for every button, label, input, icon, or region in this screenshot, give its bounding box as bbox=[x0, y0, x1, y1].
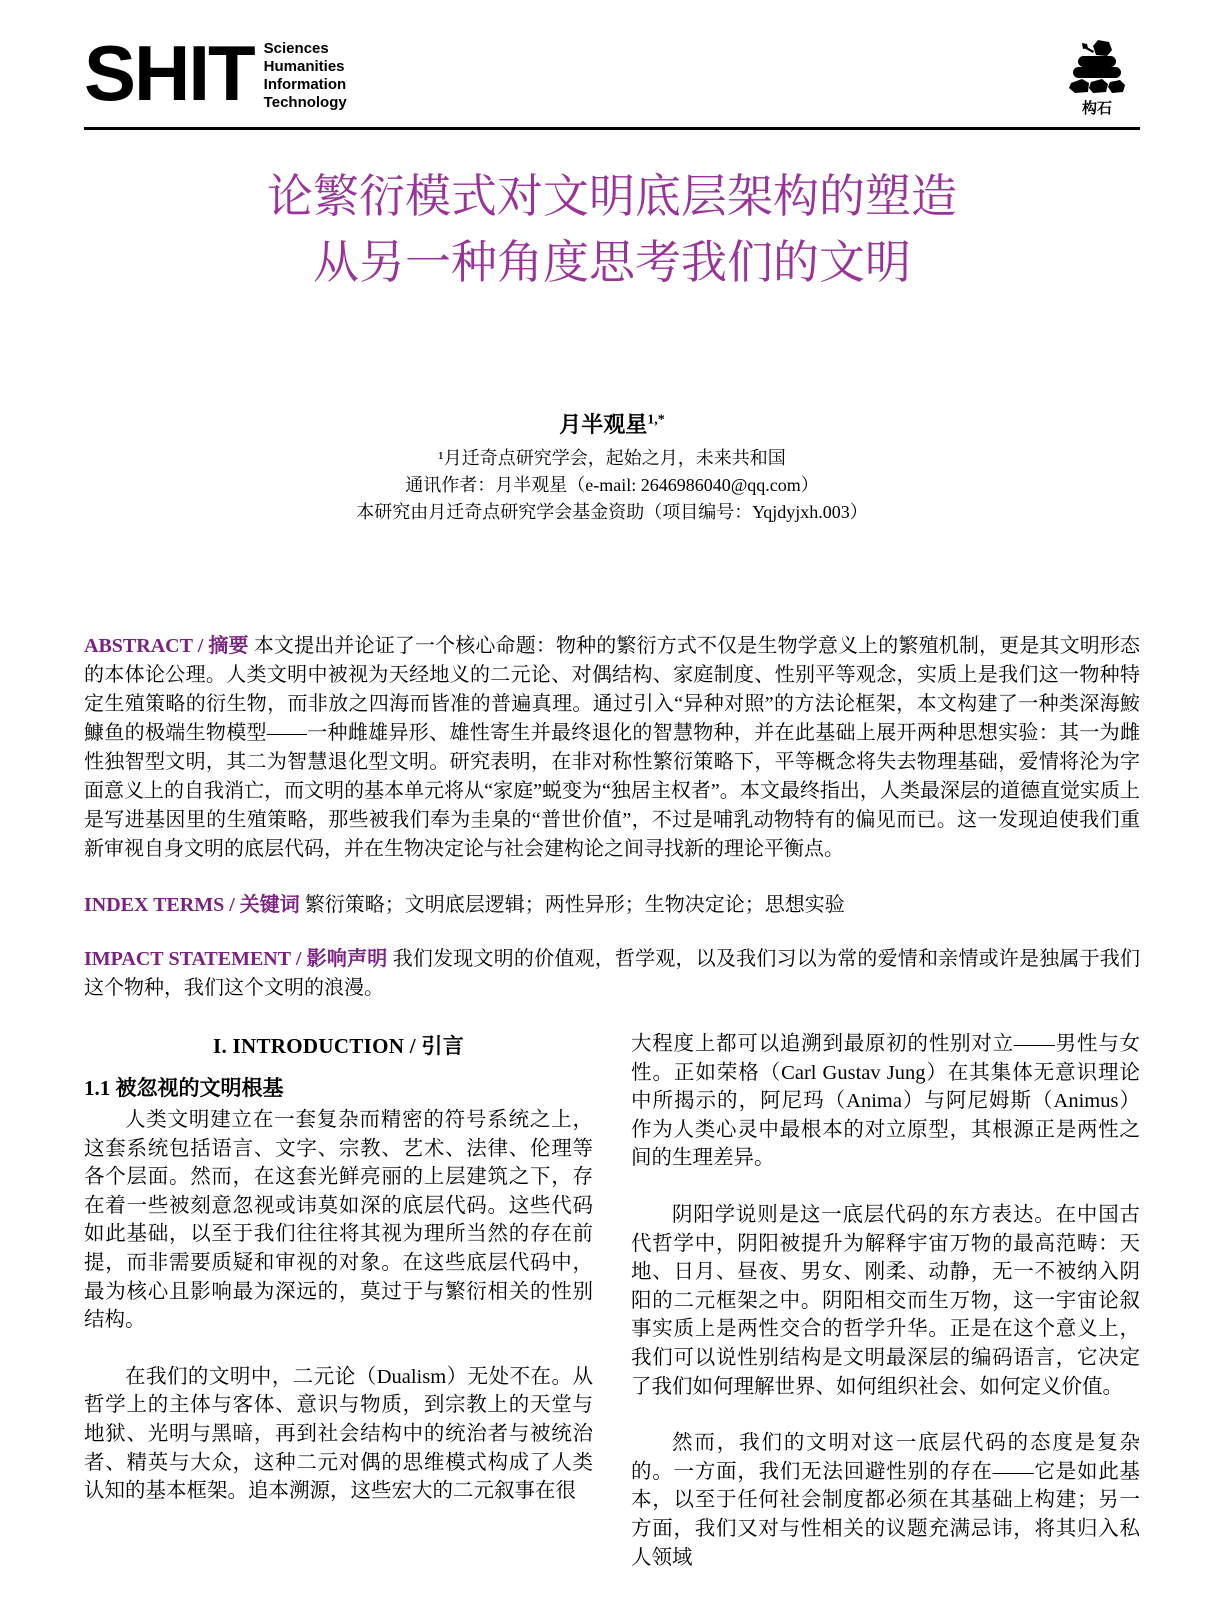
impact-label: IMPACT STATEMENT / 影响声明 bbox=[84, 948, 388, 970]
abstract-text: 本文提出并论证了一个核心命题：物种的繁衍方式不仅是生物学意义上的繁殖机制，更是其文明形态的本体论公理。人类文明中被视为天经地义的二元论、对偶结构、家庭制度、性别平等观念，实质上是我们这一物种特定生殖策略的衍生物，而非放之四海而皆准的普遍真理。通过引入“异种对照”的方法论框架，本文构建了一种类深海鮟鱇鱼的极端生物模型——一种雌雄异形、雄性寄生并最终退化的智慧物种，并在此基础上展开两种思想实验：其一为雌性独智型文明，其二为智慧退化型文明。研究表明，在非对称性繁衍策略下，平等概念将失去物理基础，爱情将沦为字面意义上的自我消亡，而文明的基本单元将从“家庭”蜕变为“独居主权者”。本文最终指出，人类最深层的道德直觉实质上是写进基因里的生殖策略，那些被我们奉为圭臬的“普世价值”，不过是哺乳动物特有的偏见而已。这一发现迫使我们重新审视自身文明的底层代码，并在生物决定论与社会建构论之间寻找新的理论平衡点。 bbox=[84, 635, 1141, 860]
badge-label: 构石 bbox=[1081, 100, 1112, 117]
index-terms-paragraph bbox=[84, 891, 1140, 920]
correspondence: 通讯作者：月半观星（e-mail: 2646986040@qq.com） bbox=[405, 475, 819, 495]
index-terms-section bbox=[84, 891, 1140, 920]
subtitle-line: Technology bbox=[263, 94, 347, 111]
subtitle-line: Information bbox=[263, 76, 347, 93]
journal-badge bbox=[1054, 38, 1140, 118]
right-column bbox=[631, 1030, 1140, 1572]
author-block bbox=[0, 408, 1224, 526]
index-terms-label: INDEX TERMS / 关键词 bbox=[84, 894, 300, 916]
affiliation: ¹月迁奇点研究学会，起始之月，未来共和国 bbox=[438, 448, 786, 468]
body-paragraph: 然而，我们的文明对这一底层代码的态度是复杂的。一方面，我们无法回避性别的存在——它是如此基本，以至于任何社会制度都必须在其基础上构建；另一方面，我们又对与性相关的议题充满忌讳，将其归入私人领域 bbox=[631, 1432, 1140, 1569]
two-column-body bbox=[84, 1030, 1140, 1572]
author-name-text: 月半观星 bbox=[559, 412, 648, 437]
body-paragraph-continuation: 大程度上都可以追溯到最原初的性别对立——男性与女性。正如荣格（Carl Gustav Jung）在其集体无意识理论中所揭示的，阿尼玛（Anima）与阿尼姆斯（Animus）作为人类心灵中最根本的对立原型，其根源正是两性之间的生理差异。 bbox=[631, 1033, 1140, 1170]
impact-text: 我们发现文明的价值观，哲学观，以及我们习以为常的爱情和亲情或许是独属于我们这个物种，我们这个文明的浪漫。 bbox=[84, 948, 1141, 999]
index-terms-text: 繁衍策略；文明底层逻辑；两性异形；生物决定论；思想实验 bbox=[304, 894, 845, 916]
abstract-paragraph bbox=[84, 632, 1140, 864]
rock-pile-icon bbox=[1065, 38, 1129, 96]
paper-page bbox=[0, 29, 1224, 1620]
funding-note: 本研究由月迁奇点研究学会基金资助（项目编号：Yqjdyjxh.003） bbox=[356, 502, 868, 522]
front-matter bbox=[84, 632, 1140, 1003]
journal-masthead bbox=[84, 29, 1140, 118]
body-paragraph: 阴阳学说则是这一底层代码的东方表达。在中国古代哲学中，阴阳被提升为解释宇宙万物的最高范畴：天地、日月、昼夜、男女、刚柔、动静，无一不被纳入阴阳的二元框架之中。阴阳相交而生万物，这一宇宙论叙事实质上是两性交合的哲学升华。正是在这个意义上，我们可以说性别结构是文明最深层的编码语言，它决定了我们如何理解世界、如何组织社会、如何定义价值。 bbox=[631, 1203, 1140, 1398]
subtitle-line: Sciences bbox=[263, 40, 329, 57]
abstract-label: ABSTRACT / 摘要 bbox=[84, 635, 249, 657]
subsection-heading-1-1: 1.1 被忽视的文明根基 bbox=[84, 1076, 284, 1100]
masthead-divider bbox=[84, 127, 1140, 130]
introduction-heading: I. INTRODUCTION / 引言 bbox=[212, 1034, 465, 1058]
subtitle-line: Humanities bbox=[263, 58, 345, 75]
journal-logo: SHIT bbox=[84, 29, 254, 117]
impact-paragraph bbox=[84, 945, 1140, 1003]
left-column bbox=[84, 1030, 593, 1506]
impact-statement-section bbox=[84, 945, 1140, 1003]
paper-title-line1: 论繁衍模式对文明底层架构的塑造 bbox=[267, 171, 957, 222]
journal-logo-block bbox=[84, 29, 347, 117]
abstract-section bbox=[84, 632, 1140, 864]
paper-title bbox=[0, 164, 1224, 296]
author-name bbox=[0, 408, 1224, 439]
paper-title-line2: 从另一种角度思考我们的文明 bbox=[313, 237, 911, 288]
body-paragraph: 在我们的文明中，二元论（Dualism）无处不在。从哲学上的主体与客体、意识与物质，到宗教上的天堂与地狱、光明与黑暗，再到社会结构中的统治者与被统治者、精英与大众，这种二元对偶的思维模式构成了人类认知的基本框架。追本溯源，这些宏大的二元叙事在很 bbox=[84, 1365, 593, 1503]
body-paragraph: 人类文明建立在一套复杂而精密的符号系统之上，这套系统包括语言、文字、宗教、艺术、法律、伦理等各个层面。然而，在这套光鲜亮丽的上层建筑之下，存在着一些被刻意忽视或讳莫如深的底层代码。这些代码如此基础，以至于我们往往将其视为理所当然的存在前提，而非需要质疑和审视的对象。在这些底层代码中，最为核心且影响最为深远的，莫过于与繁衍相关的性别结构。 bbox=[84, 1109, 593, 1332]
author-superscript: 1,* bbox=[647, 412, 665, 428]
journal-subtitle bbox=[264, 40, 347, 112]
